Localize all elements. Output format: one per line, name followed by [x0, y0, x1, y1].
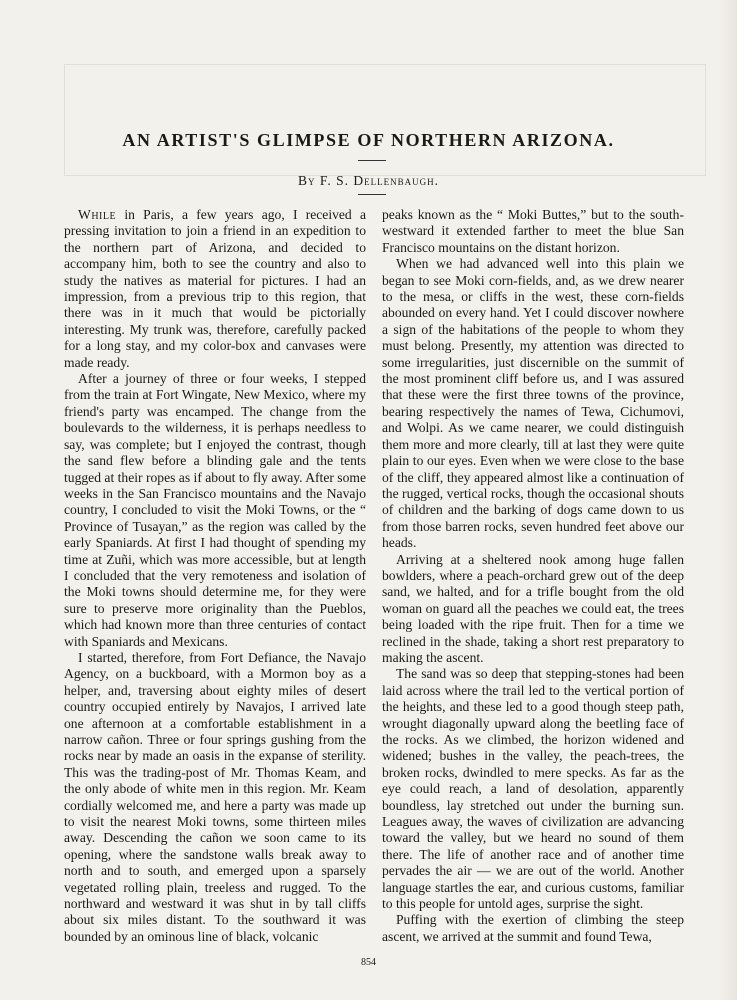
article-byline: By F. S. Dellenbaugh.	[298, 173, 439, 188]
paragraph: After a journey of three or four weeks, I stepped from the train at Fort Wingate, New Mexico, where my friend's party was encamped. The change from the boulevards to the wilderness, it is perhaps needless to say, was complete; but I enjoyed the contrast, though the sand flew before a blinding gale and the tents tugged at their ropes as if about to fly away. After some weeks in the San Francisco mountains and the Navajo country, I concluded to visit the Moki Towns, or the “ Province of Tusayan,” as the region was called by the early Spaniards. At first I had thought of spending my time at Zuñi, which was more accessible, but at length I concluded that the very remoteness and isolation of the Moki towns should determine me, for they were sure to preserve more originality than the Pueblos, which had known more than three centuries of contact with Spaniards and Mexicans.	[64, 371, 366, 649]
article-title: AN ARTIST'S GLIMPSE OF NORTHERN ARIZONA.	[122, 130, 615, 150]
drop-word: While	[78, 207, 117, 222]
paragraph-text: in Paris, a few years ago, I received a pressing invitation to join a friend in an expedition to the northern part of Arizona, and decided to accompany him, both to see the country and also to study the natives as material for pictures. I had an impression, from a previous trip to this region, that there was in it much that would be pictorially interesting. My trunk was, therefore, carefully packed for a long stay, and my color-box and canvases were made ready.	[64, 207, 366, 370]
right-column	[382, 207, 684, 945]
title-rule	[358, 160, 386, 161]
page-number: 854	[361, 957, 376, 968]
paragraph: Arriving at a sheltered nook among huge fallen bowlders, where a peach-orchard grew out of the deep sand, we halted, and for a trifle bought from the old woman on guard all the peaches we could eat, the trees being loaded with the ripe fruit. Then for a time we reclined in the shade, taking a short rest preparatory to making the ascent.	[382, 551, 684, 665]
left-column	[64, 207, 366, 945]
paragraph: Puffing with the exertion of climbing the steep ascent, we arrived at the summit and found Tewa,	[382, 912, 684, 944]
paragraph	[64, 207, 366, 371]
paragraph: peaks known as the “ Moki Buttes,” but to the south-westward it extended farther to meet the blue San Francisco mountains on the distant horizon.	[382, 207, 684, 255]
paragraph: I started, therefore, from Fort Defiance, the Navajo Agency, on a buckboard, with a Mormon boy as a helper, and, traversing about eighty miles of desert country occupied entirely by Navajos, I arrived late one afternoon at a comfortable establishment in a narrow cañon. Three or four springs gushing from the rocks near by made an oasis in the expanse of sterility. This was the trading-post of Mr. Thomas Keam, and the only abode of white men in this region. Mr. Keam cordially welcomed me, and here a party was made up to visit the nearest Moki towns, some thirteen miles away. Descending the cañon we soon came to its opening, where the sandstone walls break away to north and to south, and emerged upon a sparsely vegetated rolling plain, treeless and rugged. To the northward and westward it was shut in by tall cliffs about six miles distant. To the southward it was bounded by an ominous line of black, volcanic	[64, 649, 366, 944]
byline-rule	[358, 194, 386, 195]
paragraph: When we had advanced well into this plain we began to see Moki corn-fields, and, as we drew nearer to the mesa, or cliffs in the west, these corn-fields abounded on every hand. Yet I could discover nowhere a sign of the habitations of the people to whom they must belong. Presently, my attention was directed to some irregularities, just discernible on the summit of the most prominent cliff before us, and I was assured that these were the first three towns of the province, bearing respectively the names of Tewa, Cichumovi, and Wolpi. As we came nearer, we could distinguish them more and more clearly, till at last they were quite plain to our eyes. Even when we were close to the base of the cliff, they appeared almost like a continuation of the rugged, vertical rocks, though the occasional shouts of children and the barking of dogs came down to us from those barren rocks, seven hundred feet above our heads.	[382, 256, 684, 551]
page-edge	[719, 0, 737, 1000]
paragraph: The sand was so deep that stepping-stones had been laid across where the trail led to the vertical portion of the heights, and these led to a good though steep path, wrought diagonally upward along the beetling face of the rocks. As we climbed, the horizon widened and widened; bushes in the valley, the peach-trees, the broken rocks, dwindled to mere specks. As far as the eye could reach, a land of desolation, apparently boundless, lay stretched out under the burning sun. Leagues away, the waves of civilization are advancing toward the valley, but we heard no sound of them there. The life of another race and of another time pervades the air — we are out of the world. Another language startles the ear, and curious customs, familiar to this people for untold ages, surprise the sight.	[382, 666, 684, 912]
